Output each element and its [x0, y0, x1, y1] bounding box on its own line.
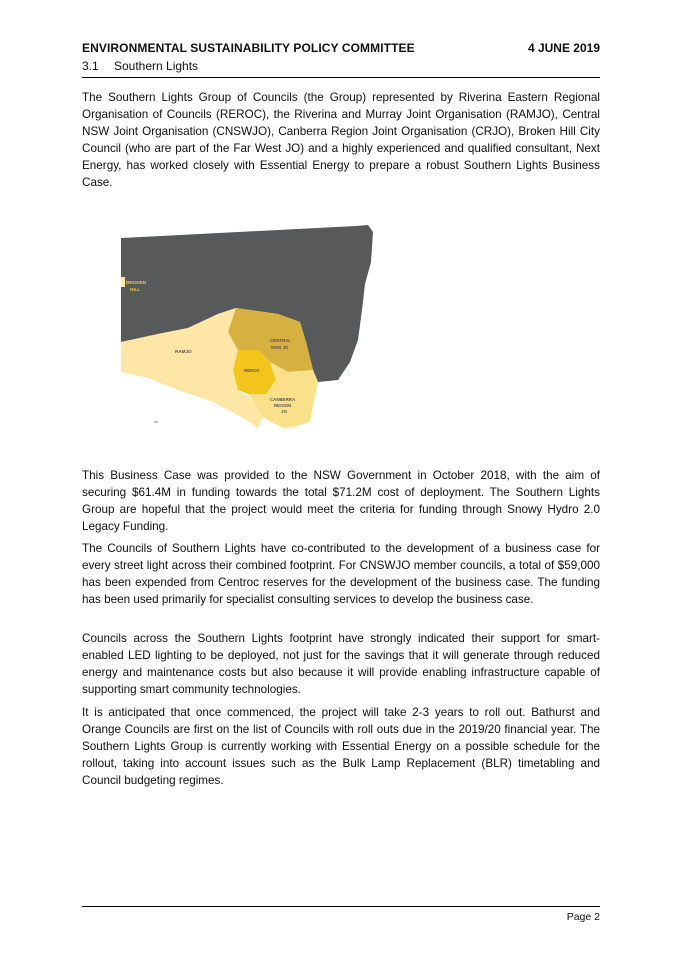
map-label-broken-hill: BROKEN	[126, 280, 146, 285]
section-title: Southern Lights	[114, 59, 199, 73]
map-label-central-nsw: CENTRAL	[270, 338, 291, 343]
southern-lights-region-map	[118, 222, 376, 428]
broken-hill-marker	[121, 277, 125, 287]
map-label-canberra-2: REGION	[274, 403, 292, 408]
committee-title: ENVIRONMENTAL SUSTAINABILITY POLICY COMMITTEE	[82, 41, 415, 55]
section-heading	[82, 59, 198, 73]
map-label-canberra: CANBERRA	[270, 397, 296, 402]
paragraph-intro: The Southern Lights Group of Councils (the Group) represented by Riverina Eastern Regional Organisation of Councils (REROC), the Riverina and Murray Joint Organisation (RAMJO), Central NSW Joint Organisation (CNSWJO), Canberra Region Joint Organisation (CRJO), Broken Hill City Council (who are part of the Far West JO) and a highly experienced and qualified consultant, Next Energy, has worked closely with Essential Energy to prepare a robust Southern Lights Business Case.	[82, 91, 600, 189]
map-label-central-nsw-2: NSW JO	[271, 345, 289, 350]
paragraph-support: Councils across the Southern Lights footprint have strongly indicated their support for smart-enabled LED lighting to be deployed, not just for the savings that it will generate through reduced energy and maintenance costs but also because it will provide enabling infrastructure capable of supporting smart community technologies.	[82, 632, 600, 696]
page-footer	[82, 906, 600, 923]
map-label-reroc: REROC	[244, 368, 260, 373]
map-label-canberra-3: JO	[281, 409, 287, 414]
map-label-broken-hill-2: HILL	[130, 287, 141, 292]
paragraph-rollout: It is anticipated that once commenced, the project will take 2-3 years to roll out. Bathurst and Orange Councils are first on the list of Councils with roll outs due in the 2019/20 financial year. The Southern Lights Group is currently working with Essential Energy on a possible schedule for the rollout, taking into account issues such as the Bulk Lamp Replacement (BLR) timetabling and Council budgeting regimes.	[82, 706, 600, 787]
meeting-date: 4 JUNE 2019	[527, 41, 600, 55]
page-header	[82, 41, 600, 78]
map-label-ramjo: RAMJO	[175, 349, 192, 354]
section-number: 3.1	[82, 59, 99, 73]
paragraph-co-contribution: The Councils of Southern Lights have co-contributed to the development of a business case for every street light across their combined footprint. For CNSWJO member councils, a total of $59,000 has been expended from Centroc reserves for the development of the business case. The funding has been used primarily for specialist consulting services to develop the business case.	[82, 542, 600, 606]
paragraph-business-case: This Business Case was provided to the NSW Government in October 2018, with the aim of securing $61.4M in funding towards the total $71.2M cost of deployment. The Southern Lights Group are hopeful that the project would meet the criteria for funding through Snowy Hydro 2.0 Legacy Funding.	[82, 469, 600, 533]
page-number: Page 2	[566, 911, 600, 923]
